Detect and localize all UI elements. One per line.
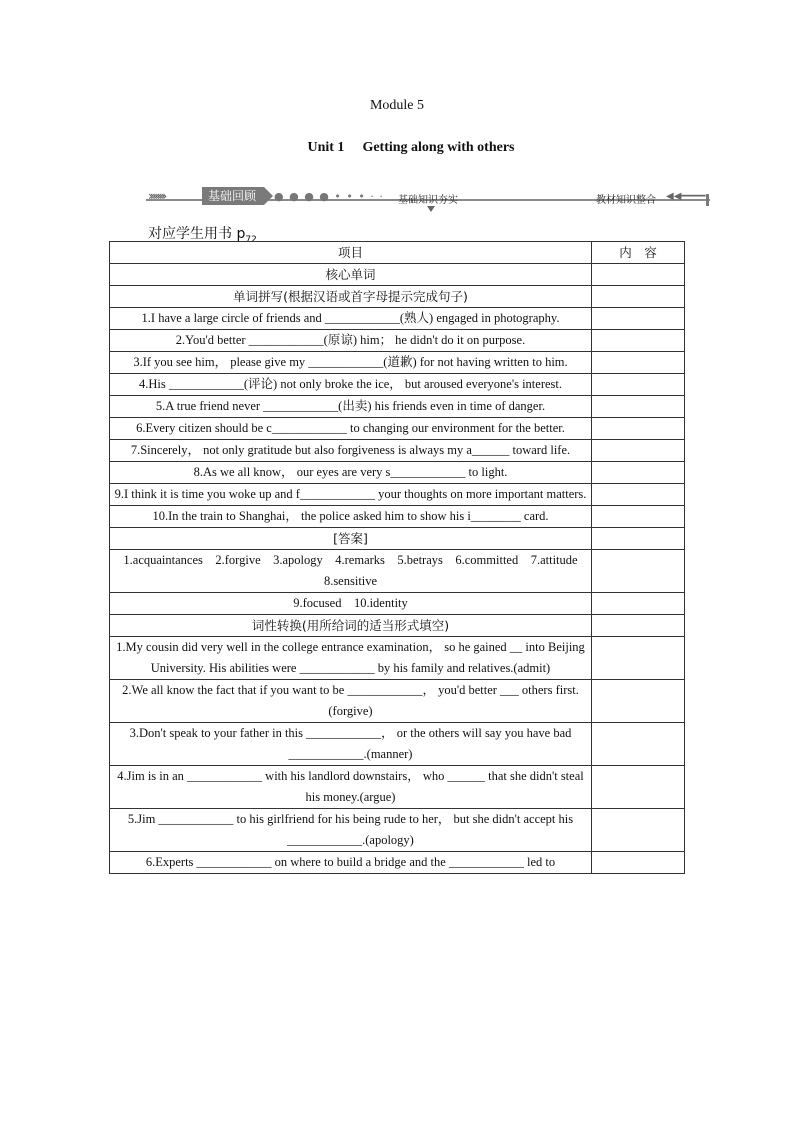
section-banner [146,186,710,208]
dots-icon: ● ● ● ● • • • · · [274,190,384,203]
answer-cell: 9.focused 10.identity [110,593,592,615]
question-cell: 1.My cousin did very well in the college entrance examination， so he gained __ into Beijing University. His abilities were ____________ by his family and relatives.(admit) [110,637,592,680]
empty-cell [592,809,685,852]
answer-row [110,593,685,615]
empty-cell [592,593,685,615]
banner-right-label: 教材知识整合 [596,195,656,206]
table-row [110,374,685,396]
empty-cell [592,330,685,352]
empty-cell [592,723,685,766]
table-row [110,766,685,809]
empty-cell [592,506,685,528]
answer-label: [答案] [110,528,592,550]
table-row [110,809,685,852]
empty-cell [592,528,685,550]
table-row [110,462,685,484]
chevrons-icon: ››››››››› [148,189,165,203]
question-cell: 5.A true friend never ____________(出卖) his friends even in time of danger. [110,396,592,418]
question-cell: 8.As we all know， our eyes are very s____________ to light. [110,462,592,484]
banner-middle-label: 基础知识夯实 [398,195,458,206]
table-row [110,506,685,528]
question-cell: 10.In the train to Shanghai， the police asked him to show his i________ card. [110,506,592,528]
question-cell: 7.Sincerely， not only gratitude but also forgiveness is always my a______ toward life. [110,440,592,462]
empty-cell [592,484,685,506]
triangle-down-icon [427,206,435,212]
book-reference-text: 对应学生用书 p [148,226,246,242]
question-cell: 2.You'd better ____________(原谅) him； he didn't do it on purpose. [110,330,592,352]
question-cell: 6.Every citizen should be c____________ to changing our environment for the better. [110,418,592,440]
answer-label-row [110,528,685,550]
table-row [110,440,685,462]
empty-cell [592,852,685,874]
section-row [110,264,685,286]
table-row [110,308,685,330]
header-item: 项目 [110,242,592,264]
empty-cell [592,637,685,680]
table-row [110,418,685,440]
subsection-row [110,286,685,308]
empty-cell [592,352,685,374]
question-cell: 4.His ____________(评论) not only broke the ice， but aroused everyone's interest. [110,374,592,396]
question-cell: 6.Experts ____________ on where to build a bridge and the ____________ led to [110,852,592,874]
table-header-row [110,242,685,264]
unit-title: Getting along with others [362,140,515,155]
banner-endcap [706,194,709,206]
empty-cell [592,680,685,723]
answer-row [110,550,685,593]
arrow-left-icon: ◀◀━━━━ [666,191,706,202]
empty-cell [592,615,685,637]
question-cell: 1.I have a large circle of friends and ____________(熟人) engaged in photography. [110,308,592,330]
table-row [110,330,685,352]
empty-cell [592,396,685,418]
table-row [110,396,685,418]
table-row [110,637,685,680]
subsection-title: 单词拼写(根据汉语或首字母提示完成句子) [110,286,592,308]
empty-cell [592,462,685,484]
unit-number: Unit 1 [307,140,345,155]
question-cell: 4.Jim is in an ____________ with his landlord downstairs， who ______ that she didn't steal his money.(argue) [110,766,592,809]
unit-heading [0,140,794,156]
question-cell: 3.Don't speak to your father in this ____________， or the others will say you have bad ____________.(manner) [110,723,592,766]
subsection-row [110,615,685,637]
table-row [110,680,685,723]
empty-cell [592,286,685,308]
question-cell: 2.We all know the fact that if you want to be ____________， you'd better ___ others first.(forgive) [110,680,592,723]
subsection-title: 词性转换(用所给词的适当形式填空) [110,615,592,637]
empty-cell [592,766,685,809]
section-title: 核心单词 [110,264,592,286]
table-row [110,723,685,766]
exercise-table [109,241,685,874]
header-content: 内 容 [592,242,685,264]
table-row [110,484,685,506]
question-cell: 9.I think it is time you woke up and f____________ your thoughts on more important matters. [110,484,592,506]
empty-cell [592,550,685,593]
question-cell: 3.If you see him， please give my ____________(道歉) for not having written to him. [110,352,592,374]
empty-cell [592,374,685,396]
table-row [110,852,685,874]
table-row [110,352,685,374]
empty-cell [592,418,685,440]
question-cell: 5.Jim ____________ to his girlfriend for his being rude to her， but she didn't accept his ____________.(apology) [110,809,592,852]
module-title: Module 5 [369,98,425,113]
empty-cell [592,440,685,462]
empty-cell [592,264,685,286]
answer-cell: 1.acquaintances 2.forgive 3.apology 4.remarks 5.betrays 6.committed 7.attitude 8.sensitive [110,550,592,593]
banner-tag: 基础回顾 [202,187,264,205]
empty-cell [592,308,685,330]
book-reference-page: 72 [245,234,257,245]
